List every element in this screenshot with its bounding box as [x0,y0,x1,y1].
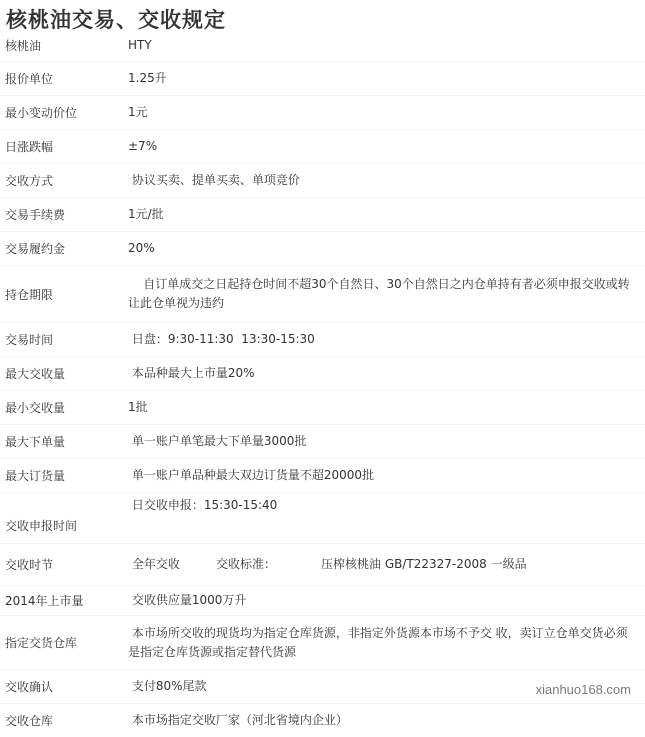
table-row [0,357,645,391]
row-label: 最小交收量 [5,401,66,415]
table-row [0,266,645,323]
row-label: 最大下单量 [5,435,66,449]
table-row [0,323,645,357]
row-label: 交收时节 [5,558,54,572]
row-label: 交收仓库 [5,714,54,728]
row-value: 本品种最大上市量20% [128,366,255,380]
row-value: 日盘：9:30-11:30 13:30-15:30 [128,332,315,346]
row-value: 1批 [128,400,148,414]
row-value: 20% [128,241,155,255]
row-value: 单一账户单笔最大下单量3000批 [128,434,307,448]
row-label: 最大订货量 [5,469,66,483]
row-label: 核桃油 [5,39,42,53]
delivery-standard-label: 交收标准： [216,557,277,571]
row-value [128,555,645,574]
row-value: 本市场所交收的现货均为指定仓库货源，非指定外货源本市场不予交 收，卖订立仓单交货必须是指定仓库货源或指定替代货源 [128,625,628,659]
table-row [0,391,645,425]
table-row [0,232,645,266]
table-row [0,493,645,544]
table-row [0,164,645,198]
table-row [0,62,645,96]
table-row [0,130,645,164]
row-label: 交收方式 [5,174,54,188]
row-label: 交易手续费 [5,208,66,222]
row-value: 日交收申报：15:30-15:40 [128,498,278,512]
spec-table [0,30,645,737]
row-label: 2014年上市量 [5,594,84,608]
row-label: 交收申报时间 [5,519,78,533]
row-label: 日涨跌幅 [5,140,54,154]
table-row [0,425,645,459]
row-label: 最大交收量 [5,367,66,381]
watermark: xianhuo168.com [535,682,631,697]
row-value: 1.25升 [128,71,167,85]
table-row [0,96,645,130]
table-row [0,544,645,586]
row-label: 指定交货仓库 [5,636,78,650]
row-label: 持仓期限 [5,287,54,302]
row-label: 报价单位 [5,72,54,86]
row-value: 1元/批 [128,207,164,221]
table-row [0,616,645,670]
delivery-standard-value: 压榨核桃油 GB/T22327-2008 一级品 [321,557,527,571]
row-value: 协议买卖、提单买卖、单项竞价 [128,173,300,187]
table-row [0,198,645,232]
row-label: 交易履约金 [5,242,66,256]
table-row [0,30,645,62]
row-label: 交易时间 [5,333,54,347]
row-value: 自订单成交之日起持仓时间不超30个自然日、30个自然日之内仓单持有者必须申报交收或转让此仓单视为违约 [128,277,630,310]
row-label: 交收确认 [5,680,54,694]
row-value: 单一账户单品种最大双边订货量不超20000批 [128,468,374,482]
row-value: 支付80%尾款 [128,679,207,693]
row-label: 最小变动价位 [5,106,78,120]
row-value: HTY [128,38,152,52]
delivery-season-value: 全年交收 [128,557,180,571]
page-title: 核桃油交易、交收规定 [6,8,226,32]
row-value: 交收供应量1000万升 [128,593,247,607]
row-value: ±7% [128,139,158,153]
table-row [0,459,645,493]
row-value: 1元 [128,105,148,119]
row-value: 本市场指定交收厂家（河北省境内企业） [128,713,348,727]
table-row [0,586,645,616]
table-row [0,704,645,737]
